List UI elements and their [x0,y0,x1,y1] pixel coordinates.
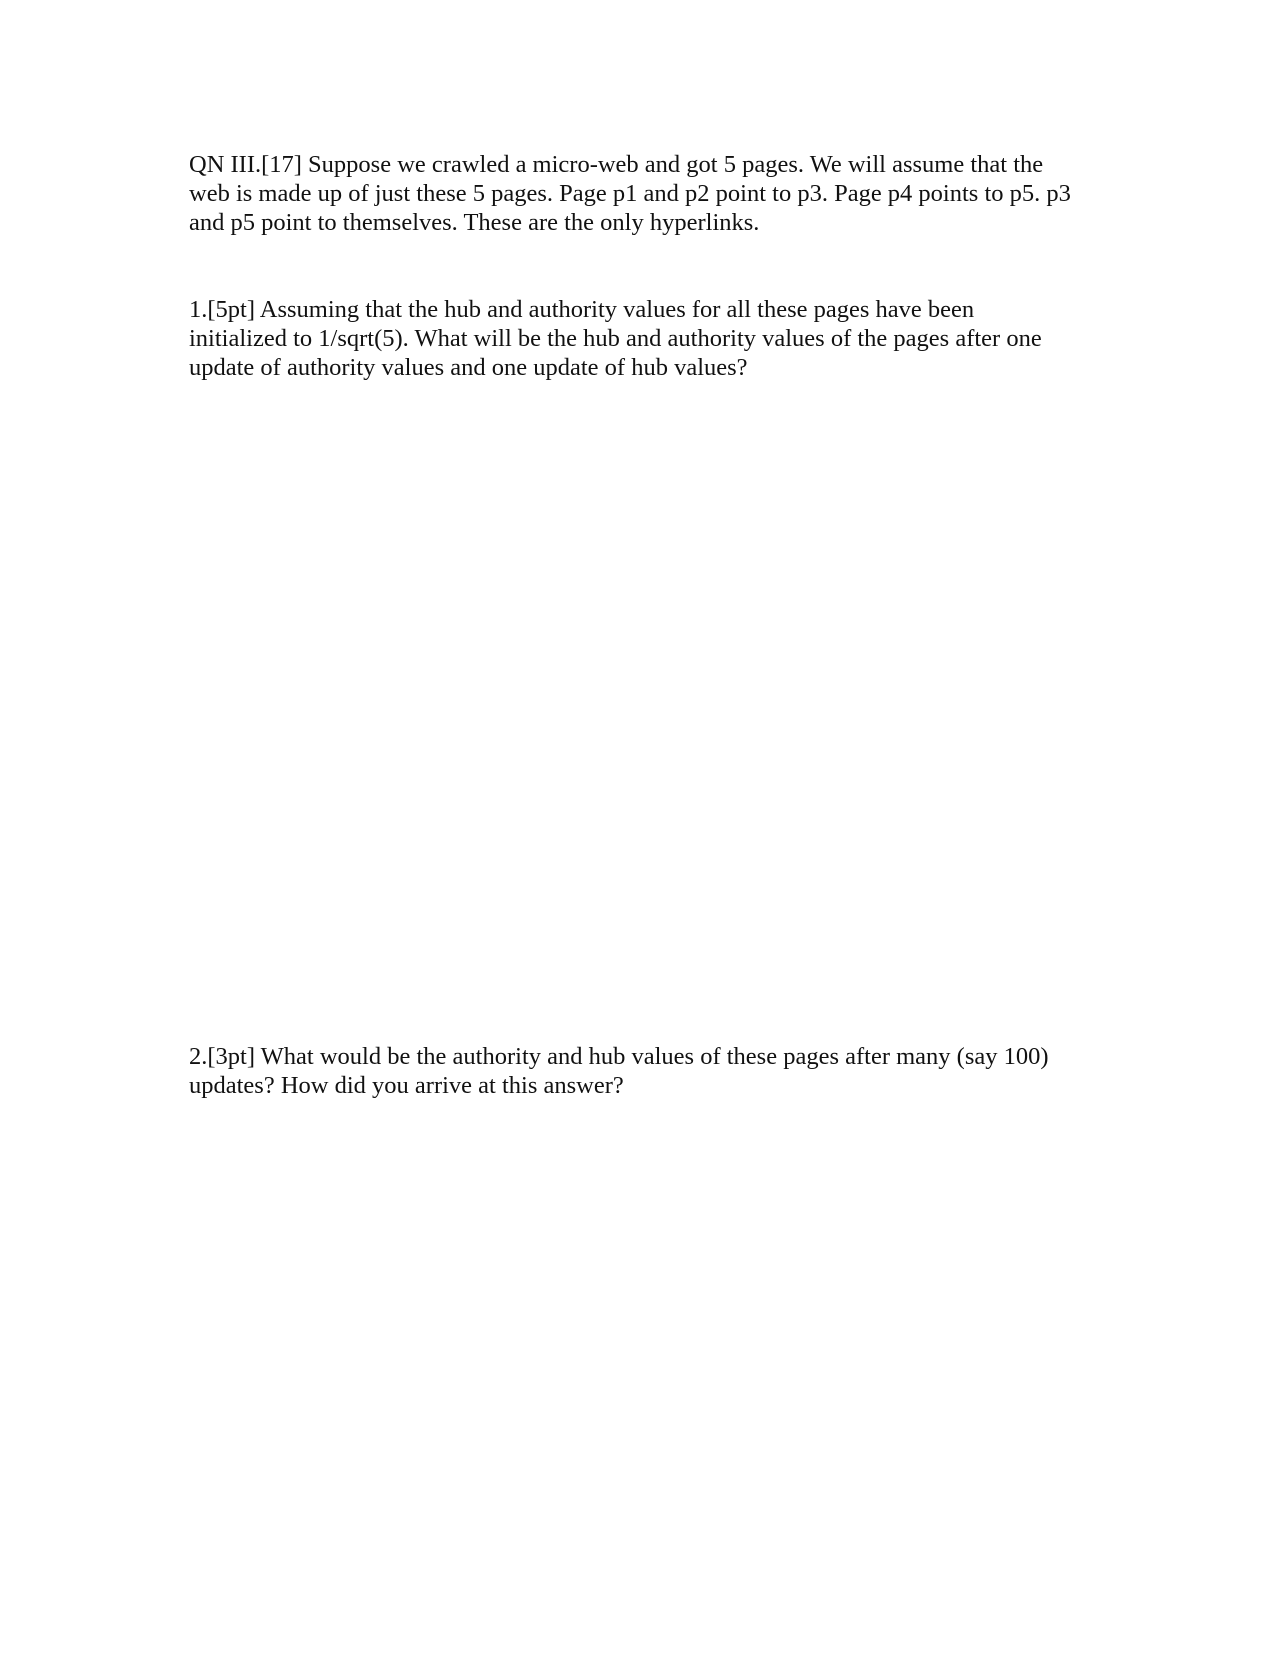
question-1-line-1: 1.[5pt] Assuming that the hub and authority values for all these pages have been [189,296,975,323]
question-2-line-1: 2.[3pt] What would be the authority and hub values of these pages after many (say 100) [189,1043,1049,1070]
answer-space-2 [189,1110,1109,1630]
question-1-line-2: initialized to 1/sqrt(5). What will be the hub and authority values of the pages after one [189,325,1042,352]
question-intro-paragraph [189,150,1109,237]
intro-line-2: web is made up of just these 5 pages. Page p1 and p2 point to p3. Page p4 points to p5. p3 [189,180,1071,207]
answer-space-1 [189,390,1109,1030]
question-2-paragraph [189,1042,1109,1100]
intro-line-1: QN III.[17] Suppose we crawled a micro-web and got 5 pages. We will assume that the [189,151,1044,178]
intro-line-3: and p5 point to themselves. These are the only hyperlinks. [189,209,760,236]
question-1-paragraph [189,295,1109,382]
question-2-line-2: updates? How did you arrive at this answer? [189,1072,624,1099]
question-1-line-3: update of authority values and one update of hub values? [189,354,748,381]
